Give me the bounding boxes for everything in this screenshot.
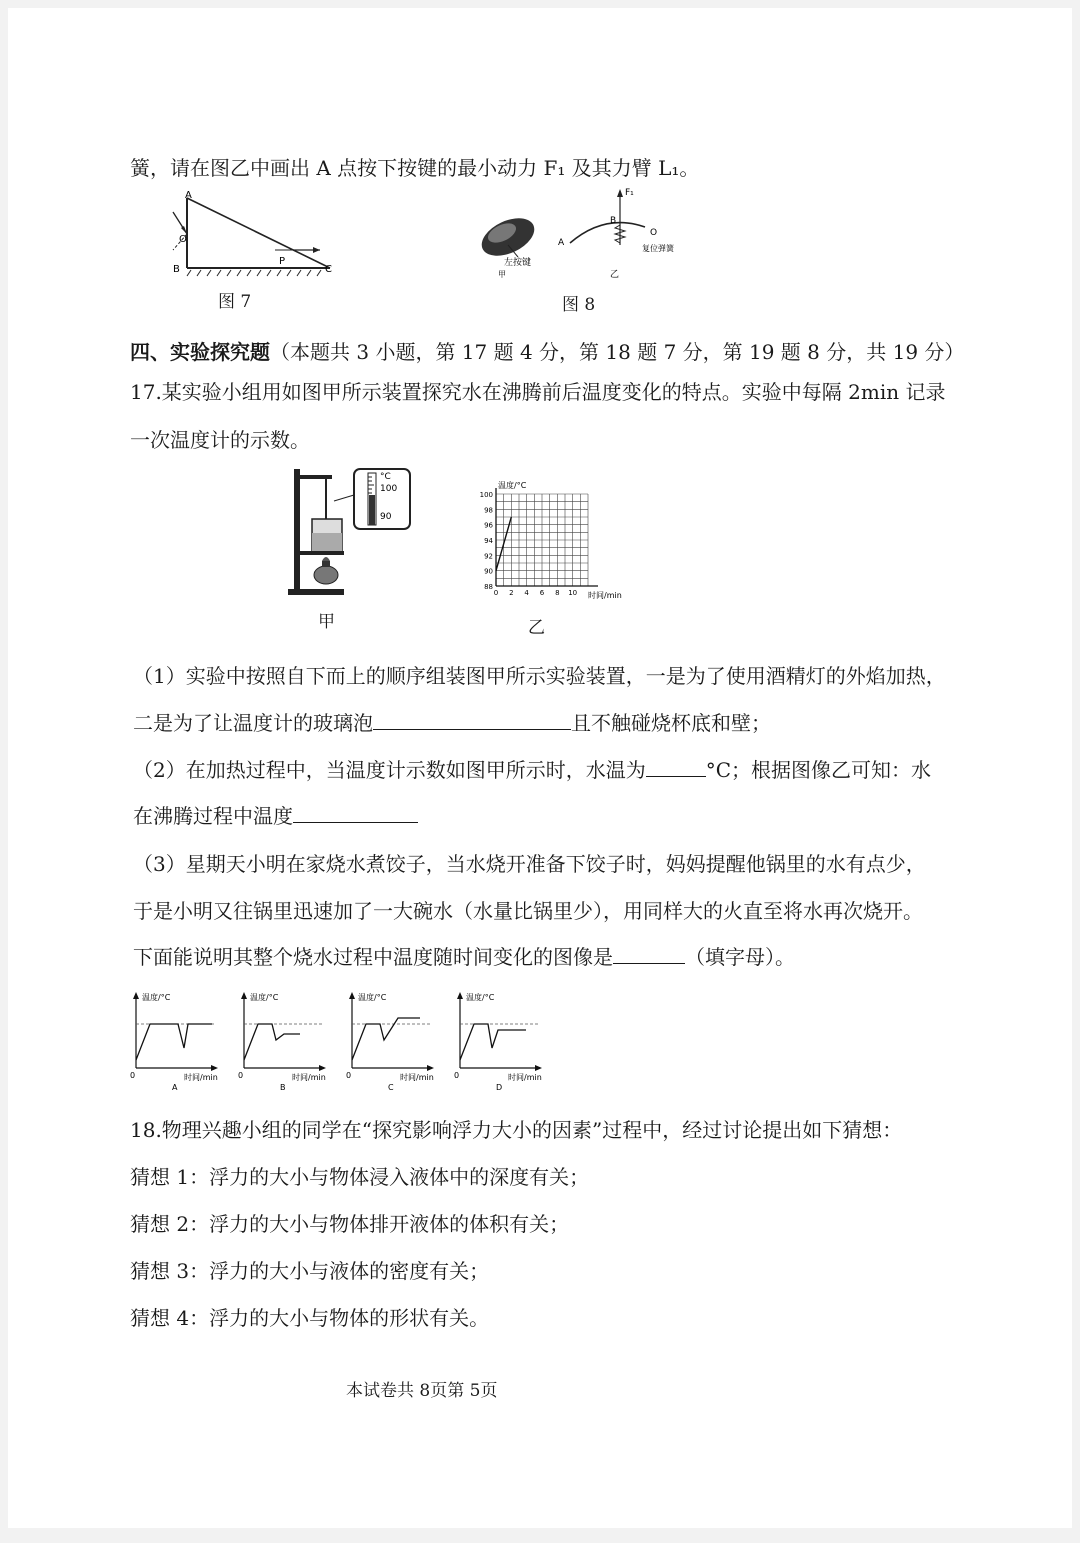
temperature-time-chart <box>470 478 640 603</box>
option-y-arrow <box>133 992 139 999</box>
guess-2: 猜想 2：浮力的大小与物体排开液体的体积有关； <box>130 1212 570 1236</box>
y-tick-label: 96 <box>484 521 493 530</box>
page-footer: 本试卷共 8页第 5页 <box>346 1381 498 1401</box>
option-x-arrow <box>535 1065 542 1071</box>
option-curve <box>136 1024 212 1060</box>
option-letter: C <box>388 1083 394 1092</box>
option-curve <box>244 1024 300 1060</box>
guess-3: 猜想 3：浮力的大小与液体的密度有关； <box>130 1259 490 1283</box>
section-4-info: （本题共 3 小题，第 17 题 4 分，第 18 题 7 分，第 19 题 8 分，共 19 分） <box>270 340 965 364</box>
option-xlabel: 时间/min <box>292 1073 326 1082</box>
q17-part3-line-c <box>133 943 795 971</box>
q17-part2-text-b: 在沸腾过程中温度 <box>133 804 293 828</box>
apparatus-caption: 甲 <box>318 612 335 632</box>
x-tick-label: 6 <box>539 589 545 597</box>
x-tick-label: 4 <box>524 589 529 597</box>
q17-part1-text-post: 且不触碰烧杯底和壁； <box>571 711 771 735</box>
q17-part1-text-pre: 二是为了让温度计的玻璃泡 <box>133 711 373 735</box>
y-tick-label: 100 <box>479 491 493 499</box>
option-graph-a <box>128 988 234 1096</box>
y-tick-label: 88 <box>484 583 493 591</box>
thermometer-90-label: 90 <box>380 512 392 522</box>
fig8-yi-label: 乙 <box>610 270 620 280</box>
q17-part2-line-b <box>133 802 418 830</box>
option-x-arrow <box>319 1065 326 1071</box>
q17-part1-line-a: （1）实验中按照自下而上的顺序组装图甲所示实验装置，一是为了使用酒精灯的外焰加热， <box>133 664 946 688</box>
q18-line-1: 18.物理兴趣小组的同学在“探究影响浮力大小的因素”过程中，经过讨论提出如下猜想： <box>130 1118 903 1142</box>
question-16-tail: 簧，请在图乙中画出 A 点按下按键的最小动力 F₁ 及其力臂 L₁。 <box>130 156 700 180</box>
x-tick-label: 10 <box>568 589 578 597</box>
fig8-label-f1: F₁ <box>625 188 634 198</box>
fig8-label-o: O <box>650 228 658 238</box>
option-x-arrow <box>211 1065 218 1071</box>
option-graph-c <box>344 988 450 1096</box>
option-xlabel: 时间/min <box>400 1073 434 1082</box>
option-graph-b <box>236 988 342 1096</box>
graph-yi-caption: 乙 <box>528 618 545 638</box>
answer-blank-boiling[interactable] <box>293 802 418 823</box>
guess-1: 猜想 1：浮力的大小与物体浸入液体中的深度有关； <box>130 1165 590 1189</box>
answer-blank-bubble[interactable] <box>373 709 571 730</box>
x-tick-label: 0 <box>493 589 499 597</box>
figure-7-caption: 图 7 <box>218 292 252 312</box>
fig8-label-b: B <box>610 216 617 226</box>
q17-part3-text-pre: 下面能说明其整个烧水过程中温度随时间变化的图像是 <box>133 945 613 969</box>
figure-8-diagram <box>470 185 690 280</box>
fig7-label-b: B <box>173 264 180 275</box>
figure-8-caption: 图 8 <box>562 295 596 315</box>
q17-part3-text-post: （填字母）。 <box>685 945 795 969</box>
option-origin: 0 <box>454 1071 460 1080</box>
option-graph-d <box>452 988 558 1096</box>
option-origin: 0 <box>130 1071 136 1080</box>
fig8-label-spring: 复位弹簧 <box>642 244 674 253</box>
q17-line-2: 一次温度计的示数。 <box>130 428 310 452</box>
option-letter: A <box>172 1083 178 1092</box>
apparatus-figure <box>288 465 418 600</box>
y-tick-label: 92 <box>484 552 493 561</box>
answer-blank-temperature[interactable] <box>646 756 706 777</box>
option-ylabel: 温度/°C <box>142 993 171 1002</box>
option-origin: 0 <box>238 1071 244 1080</box>
guess-4: 猜想 4：浮力的大小与物体的形状有关。 <box>130 1306 490 1330</box>
answer-blank-graph-letter[interactable] <box>613 943 685 964</box>
y-tick-label: 90 <box>484 567 493 576</box>
fig7-label-p: P <box>279 256 286 267</box>
q17-part2-text-pre: （2）在加热过程中，当温度计示数如图甲所示时，水温为 <box>133 758 646 782</box>
option-x-arrow <box>427 1065 434 1071</box>
option-y-arrow <box>349 992 355 999</box>
option-ylabel: 温度/°C <box>250 993 279 1002</box>
q17-part3-line-a: （3）星期天小明在家烧水煮饺子，当水烧开准备下饺子时，妈妈提醒他锅里的水有点少， <box>133 852 926 876</box>
option-xlabel: 时间/min <box>508 1073 542 1082</box>
option-ylabel: 温度/°C <box>358 993 387 1002</box>
option-letter: B <box>280 1083 286 1092</box>
fig8-label-a: A <box>558 238 565 248</box>
option-origin: 0 <box>346 1071 352 1080</box>
thermometer-100-label: 100 <box>380 484 398 494</box>
option-y-arrow <box>241 992 247 999</box>
fig8-jia-label: 甲 <box>498 270 506 279</box>
figure-7-diagram <box>165 190 345 280</box>
thermometer-unit-label: °C <box>380 472 391 482</box>
q17-part2-line-a <box>133 756 931 784</box>
fig7-label-c: C <box>325 264 332 275</box>
chart-xlabel: 时间/min <box>588 591 622 600</box>
chart-ylabel: 温度/°C <box>498 481 527 490</box>
q17-line-1: 17.某实验小组用如图甲所示装置探究水在沸腾前后温度变化的特点。实验中每隔 2min 记录 <box>130 380 946 404</box>
option-y-arrow <box>457 992 463 999</box>
q17-part1-line-b <box>133 709 771 737</box>
q17-part3-line-b: 于是小明又往锅里迅速加了一大碗水（水量比锅里少），用同样大的火直至将水再次烧开。 <box>133 899 923 923</box>
left-key-label: 左按键 <box>504 258 532 268</box>
section-4-heading <box>130 338 964 366</box>
option-xlabel: 时间/min <box>184 1073 218 1082</box>
x-tick-label: 2 <box>509 589 514 597</box>
y-tick-label: 98 <box>484 506 493 515</box>
option-curve <box>460 1024 526 1060</box>
q17-part2-text-post: °C；根据图像乙可知：水 <box>705 758 932 782</box>
option-ylabel: 温度/°C <box>466 993 495 1002</box>
y-tick-label: 94 <box>484 537 493 545</box>
fig7-label-o: O <box>179 234 187 245</box>
fig7-label-a: A <box>185 190 192 201</box>
section-4-title: 四、实验探究题 <box>130 340 270 364</box>
x-tick-label: 8 <box>555 589 560 597</box>
option-letter: D <box>496 1083 503 1092</box>
option-graphs <box>128 988 568 1098</box>
